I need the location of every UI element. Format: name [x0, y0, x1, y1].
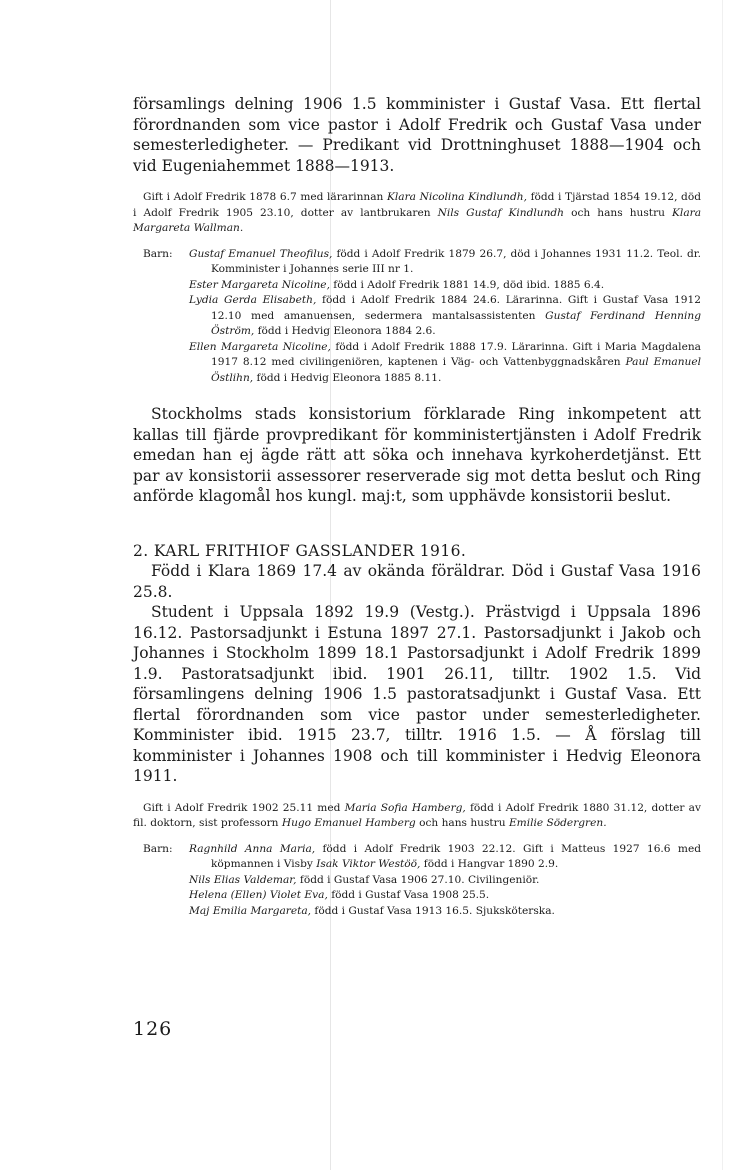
child-name: Helena (Ellen) Violet Eva,: [189, 889, 328, 901]
children-list-2: [133, 842, 701, 920]
text-run: född i Adolf Fredrik 1903 22.12. Gift i Matteus 1927 16.6 med köpmannen i Visby: [211, 842, 701, 870]
child-name: Ellen Margareta Nicoline,: [189, 340, 331, 353]
text-run: Gift i Adolf Fredrik 1902 25.11 med: [143, 801, 345, 814]
page-number: 126: [133, 1018, 173, 1040]
page-content: [133, 94, 701, 919]
text-run: född i Adolf Fredrik 1880 31.12, dotter av fil. doktorn, sist professorn: [133, 801, 701, 829]
children-label: Barn:: [143, 842, 173, 855]
scan-edge-line: [722, 0, 723, 1170]
spouse-name: Maria Sofia Hamberg,: [344, 801, 466, 814]
text-run: född i Tjärstad 1854 19.12, död i Adolf Fredrik 1905 23.10, dotter av lantbrukaren: [133, 191, 701, 219]
father-in-law-name: Hugo Emanuel Hamberg: [281, 817, 416, 829]
marriage-note-2: [133, 801, 701, 832]
child-entry: [189, 340, 701, 387]
children-list-1: [133, 247, 701, 387]
text-run: född i Hedvig Eleonora 1884 2.6.: [254, 325, 436, 337]
text-run: och hans hustru: [564, 206, 673, 219]
paragraph-continuation: församlings delning 1906 1.5 komminister i Gustaf Vasa. Ett flertal förordnanden som vice pastor i Adolf Fredrik och Gustaf Vasa under semesterledigheter. — Predikant vid Drottninghuset 1888—1904 och vid Eugeniahemmet 1888—1913.: [133, 95, 701, 175]
father-in-law-name: Nils Gustaf Kindlundh: [437, 206, 565, 219]
paragraph-birth: Född i Klara 1869 17.4 av okända föräldrar. Död i Gustaf Vasa 1916 25.8.: [133, 562, 701, 601]
text-run: född i Gustaf Vasa 1908 25.5.: [327, 889, 490, 901]
child-entry: [189, 247, 701, 278]
child-name: Nils Elias Valdemar,: [189, 873, 297, 886]
marriage-note-1: [133, 190, 701, 237]
child-name: Gustaf Emanuel Theofilus,: [189, 247, 333, 260]
child-name: Maj Emilia Margareta,: [189, 904, 312, 917]
child-name: Lydia Gerda Elisabeth,: [189, 294, 317, 306]
child-entry: [189, 842, 701, 873]
paragraph-career: Student i Uppsala 1892 19.9 (Vestg.). Prästvigd i Uppsala 1896 16.12. Pastorsadjunkt i Estuna 1897 27.1. Pastorsadjunkt i Jakob och Johannes i Stockholm 1899 18.1 Pastorsadjunkt i Adolf Fredrik 1899 1.9. Pastoratsadjunkt ibid. 1901 26.11, tilltr. 1902 1.5. Vid församlingens delning 1906 1.5 pastoratsadjunkt i Gustaf Vasa. Ett flertal förordnanden som vice pastor under semesterledigheter. Komminister ibid. 1915 23.7, tilltr. 1916 1.5. — Å förslag till komminister i Johannes 1908 och till komminister i Hedvig Eleonora 1911.: [133, 603, 701, 785]
text-run: född i Adolf Fredrik 1888 17.9. Lärarinna. Gift i Maria Magdalena 1917 8.12 med civilingeniören, kaptenen i Väg- och Vattenbyggnadskåren: [211, 340, 701, 368]
text-run: och hans hustru: [415, 817, 509, 829]
child-entry: [189, 904, 701, 920]
child-name: Ragnhild Anna Maria,: [189, 842, 316, 855]
child-entry: [189, 278, 701, 294]
text-run: född i Hangvar 1890 2.9.: [420, 858, 559, 870]
child-entry: [189, 293, 701, 340]
spouse-name: Isak Viktor Westöö,: [316, 858, 421, 870]
child-entry: [189, 873, 701, 889]
paragraph-consistory: Stockholms stads konsistorium förklarade Ring inkompetent att kallas till fjärde provpredikant för komministertjänsten i Adolf Fredrik emedan han ej ägde rätt att söka och innehava kyrkoherdetjänst. Ett par av konsistorii assessorer reserverade sig mot detta beslut och Ring anförde klagomål hos kungl. maj:t, som upphävde konsistorii beslut.: [133, 405, 701, 505]
spouse-name: Paul Emanuel Östlihn,: [211, 356, 701, 384]
spouse-name: Klara Nicolina Kindlundh,: [386, 191, 527, 203]
text-run: född i Hedvig Eleonora 1885 8.11.: [253, 371, 442, 384]
text-run: född i Adolf Fredrik 1879 26.7, död i Johannes 1931 11.2. Teol. dr. Komminister i Johannes serie III nr 1.: [211, 247, 702, 275]
child-entry: [189, 888, 701, 904]
text-run: född i Gustaf Vasa 1906 27.10. Civilingeniör.: [296, 873, 540, 886]
section-heading: 2. KARL FRITHIOF GASSLANDER 1916.: [133, 541, 467, 560]
mother-in-law-name: Klara Margareta Wallman.: [133, 206, 702, 234]
child-name: Ester Margareta Nicoline,: [189, 278, 330, 291]
mother-in-law-name: Emilie Södergren.: [508, 817, 607, 829]
text-run: Gift i Adolf Fredrik 1878 6.7 med lärarinnan: [143, 191, 387, 203]
text-run: född i Adolf Fredrik 1881 14.9, död ibid. 1885 6.4.: [329, 278, 605, 291]
text-run: född i Adolf Fredrik 1884 24.6. Lärarinna. Gift i Gustaf Vasa 1912 12.10 med amanuensen, sedermera mantalsassistenten: [211, 294, 701, 322]
children-label: Barn:: [143, 247, 173, 260]
text-run: född i Gustaf Vasa 1913 16.5. Sjuksköterska.: [311, 904, 555, 917]
spouse-name: Gustaf Ferdinand Henning Öström,: [211, 309, 701, 337]
